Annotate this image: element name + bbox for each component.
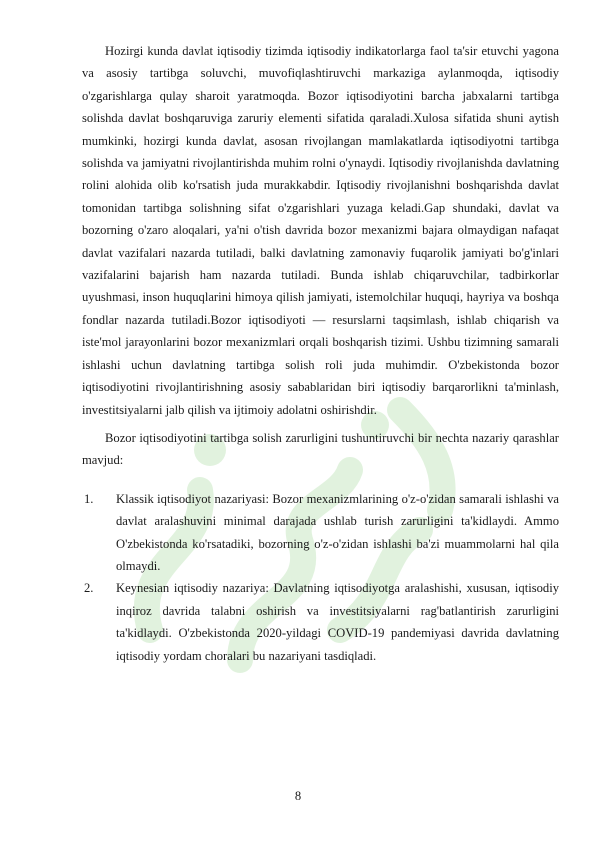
paragraph-1: Hozirgi kunda davlat iqtisodiy tizimda iqtisodiy indikatorlarga faol ta'sir etuvchi yagona va asosiy tartibga soluvchi, muvofiqlashtiruvchi markaziga aylanmoqda, iqtisodiy o'zgarishlarga qulay sharoit yaratmoqda. Bozor iqtisodiyotini barcha jabxalarni tartibga solishda davlat boshqaruviga zaruriy elementi sifatida qaraladi.Xulosa sifatida shuni aytish mumkinki, hozirgi kunda davlat, asosan rivojlangan mamlakatlarda iqtisodiyotni tartibga solishda va jamiyatni rivojlantirishda muhim rolni o'ynaydi. Iqtisodiy rivojlanishda davlatning rolini alohida olib ko'rsatish juda murakkabdir. Iqtisodiy rivojlanishni boshqarishda davlat tomonidan tartibga solishning sifat o'zgarishlari yuzaga keladi.Gap shundaki, davlat va bozorning o'zaro aloqalari, ya'ni o'tish davrida bozor mexanizmi bajara olmaydigan nafaqat davlat vazifalari nazarda tutiladi, balki davlatning zamonaviy fuqarolik jamiyati bo'g'inlari vazifalarini bajarish ham nazarda tutiladi. Bunda ishlab chiqaruvchilar, tadbirkorlar uyushmasi, inson huquqlarini himoya qilish jamiyati, istemolchilar huquqi, hayriya va boshqa fondlar nazarda tutiladi.Bozor iqtisodiyoti — resurslarni taqsimlash, ishlab chiqarish va iste'mol jarayonlarini bozor mexanizmlari orqali boshqarish tizimi. Ushbu tizimning samarali ishlashi uchun davlatning tartibga solish roli juda muhimdir. O'zbekistonda bozor iqtisodiyotini rivojlantirishning asosiy sabablaridan biri iqtisodiy barqarorlikni ta'minlash, investitsiyalarni jalb qilish va ijtimoiy adolatni oshirishdir. bbox=[82, 44, 559, 417]
list-item-number: 1. bbox=[84, 491, 94, 506]
list-item-text: Keynesian iqtisodiy nazariya: Davlatning iqtisodiyotga aralashishi, xususan, iqtisodiy inqiroz davrida talabni oshirish va investitsiyalarni rag'batlantirish zarurligini ta'kidlaydi. O'zbekistonda 2020-yildagi COVID-19 pandemiyasi davrida davlatning iqtisodiy yordam choralari bu nazariyani tasdiqladi. bbox=[116, 581, 559, 663]
main-text bbox=[82, 40, 559, 667]
page-number: 8 bbox=[294, 789, 302, 803]
list-item-number: 2. bbox=[84, 581, 94, 596]
list-item bbox=[82, 488, 559, 578]
theories-list bbox=[82, 488, 559, 667]
paragraph-2: Bozor iqtisodiyotini tartibga solish zarurligini tushuntiruvchi bir nechta nazariy qarashlar mavjud: bbox=[82, 430, 559, 468]
list-item bbox=[82, 577, 559, 667]
list-item-text: Klassik iqtisodiyot nazariyasi: Bozor mexanizmlarining o'z-o'zidan samarali ishlashi va davlat aralashuvini minimal darajada ushlab turish zarurligini ta'kidlaydi. Ammo O'zbekistonda ko'rsatadiki, bozorning o'z-o'zidan ishlashi ba'zi muammolarni hal qila olmaydi. bbox=[116, 491, 559, 573]
